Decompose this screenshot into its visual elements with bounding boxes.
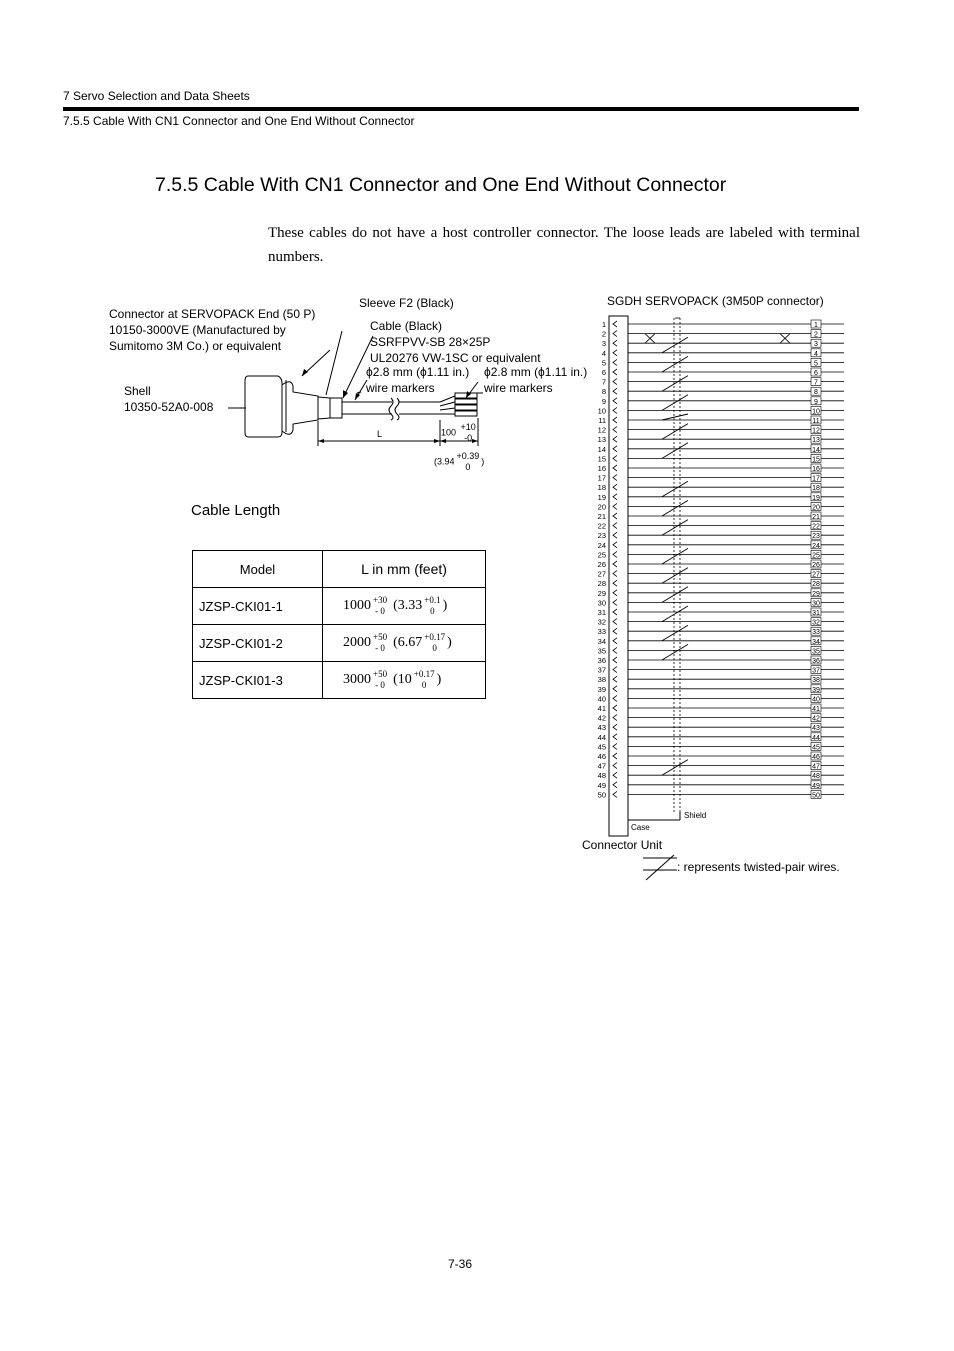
twisted-pair-symbol bbox=[662, 424, 688, 440]
cable-label-line: SSRFPVV-SB 28×25P bbox=[370, 335, 491, 349]
pin-number: 27 bbox=[597, 569, 606, 579]
wire-marker-number: 45 bbox=[812, 744, 820, 752]
pin-contact bbox=[613, 532, 617, 538]
connector-label-line: Sumitomo 3M Co.) or equivalent bbox=[109, 339, 282, 353]
twisted-pair-symbol bbox=[662, 414, 688, 420]
pin-contact bbox=[613, 580, 617, 586]
wire-marker-number: 5 bbox=[814, 360, 818, 368]
model-value: JZSP-CKI01-3 bbox=[199, 672, 283, 688]
pin-contact bbox=[613, 619, 617, 625]
pin-contact bbox=[613, 427, 617, 433]
cable-label-line: UL20276 VW-1SC or equivalent bbox=[370, 351, 541, 365]
wire-marker-number: 49 bbox=[812, 782, 820, 790]
shell-label-line: Shell bbox=[124, 384, 151, 398]
pin-number: 34 bbox=[597, 636, 606, 646]
pin-contact bbox=[613, 379, 617, 385]
twisted-pair-symbol bbox=[662, 376, 688, 392]
pin-number: 31 bbox=[597, 608, 606, 617]
length-close: ) bbox=[442, 598, 448, 614]
pin-contact bbox=[613, 590, 617, 596]
wire-marker-number: 6 bbox=[814, 370, 818, 377]
case-label: Case bbox=[631, 823, 650, 832]
wire-marker-number: 44 bbox=[812, 734, 820, 742]
wire-marker-number: 29 bbox=[812, 590, 820, 598]
wire-marker-number: 40 bbox=[812, 696, 820, 704]
pin-number: 17 bbox=[597, 473, 606, 483]
wire-marker-number: 7 bbox=[814, 379, 818, 387]
pin-contact bbox=[613, 331, 617, 337]
pin-contact bbox=[613, 667, 617, 673]
wire-marker-number: 10 bbox=[812, 408, 820, 416]
pin-number: 50 bbox=[597, 790, 606, 800]
shell-label-line: 10350-52A0-008 bbox=[124, 400, 214, 414]
wire-marker-number: 11 bbox=[812, 418, 820, 425]
pin-number: 22 bbox=[597, 521, 606, 531]
length-close: ) bbox=[447, 635, 452, 651]
dimension-tol-upper: +0.39 bbox=[456, 451, 480, 461]
wire-marker-number: 22 bbox=[812, 523, 820, 531]
ft-tolerance: +0.1 0 bbox=[424, 595, 441, 616]
ft-tolerance: +0.17 0 bbox=[424, 632, 446, 653]
wire-marker-number: 46 bbox=[812, 754, 820, 761]
mm-tolerance: +50 - 0 bbox=[373, 632, 388, 653]
connector-unit-body bbox=[609, 316, 628, 836]
pin-number: 18 bbox=[597, 483, 606, 493]
pin-number: 36 bbox=[597, 656, 606, 665]
column-header-model: Model bbox=[193, 551, 323, 588]
dimension-close-paren: ) bbox=[481, 456, 485, 467]
pin-contact bbox=[613, 321, 617, 327]
pin-number: 46 bbox=[597, 752, 606, 761]
pin-contact bbox=[613, 647, 617, 653]
wire-marker-number: 38 bbox=[812, 677, 820, 685]
pin-number: 29 bbox=[597, 588, 606, 598]
wire-marker-number: 47 bbox=[812, 763, 820, 771]
wire-marker-number: 1 bbox=[814, 322, 818, 329]
pin-number: 9 bbox=[601, 396, 606, 406]
pin-number: 38 bbox=[597, 675, 606, 685]
wire-marker-number: 24 bbox=[812, 542, 820, 550]
twisted-pair-symbol bbox=[662, 625, 688, 641]
pin-contact bbox=[613, 359, 617, 365]
pin-number: 1 bbox=[601, 320, 606, 329]
pin-contact bbox=[613, 523, 617, 529]
pin-number: 8 bbox=[601, 387, 606, 397]
wire-marker-number: 2 bbox=[814, 331, 818, 339]
sleeve-label: Sleeve F2 (Black) bbox=[359, 296, 454, 310]
twisted-pair-symbol bbox=[662, 760, 688, 776]
pin-contact bbox=[613, 772, 617, 778]
pin-contact bbox=[613, 609, 617, 615]
connector-label-line: 10150-3000VE (Manufactured by bbox=[109, 323, 286, 337]
pin-number: 48 bbox=[597, 771, 606, 781]
pin-contact bbox=[613, 340, 617, 346]
connector-label-line: Connector at SERVOPACK End (50 P) bbox=[109, 307, 316, 321]
cable-length-heading: Cable Length bbox=[191, 502, 281, 519]
wire-marker-number: 18 bbox=[812, 485, 820, 493]
wire-marker-number: 21 bbox=[812, 514, 820, 521]
wire-marker-number: 48 bbox=[812, 773, 820, 781]
wire-marker-number: 30 bbox=[812, 600, 820, 608]
pin-number: 13 bbox=[597, 435, 606, 445]
pin-number: 49 bbox=[597, 780, 606, 790]
pin-contact bbox=[613, 705, 617, 711]
pin-number: 15 bbox=[597, 454, 606, 464]
wire-marker-number: 3 bbox=[814, 341, 818, 349]
twisted-pair-legend: : represents twisted-pair wires. bbox=[677, 860, 840, 874]
pin-number: 25 bbox=[597, 550, 606, 560]
pin-number: 14 bbox=[597, 444, 606, 454]
pin-contact bbox=[613, 686, 617, 692]
pin-number: 41 bbox=[597, 704, 606, 713]
pin-number: 37 bbox=[597, 665, 606, 675]
pin-contact bbox=[613, 484, 617, 490]
pin-number: 43 bbox=[597, 723, 606, 733]
dimension-l: L bbox=[377, 429, 383, 439]
pin-contact bbox=[613, 475, 617, 481]
wire-marker-number: 17 bbox=[812, 475, 820, 483]
pin-number: 35 bbox=[597, 646, 606, 656]
wire-marker-line: ϕ2.8 mm (ϕ1.11 in.) bbox=[366, 365, 470, 379]
wire-marker-number: 50 bbox=[812, 792, 820, 800]
wire-crossing bbox=[645, 334, 655, 344]
wire-marker-number: 43 bbox=[812, 725, 820, 733]
pin-number: 19 bbox=[597, 492, 606, 502]
wire-marker-number: 34 bbox=[812, 638, 820, 646]
length-mm: 2000 bbox=[343, 635, 371, 651]
wire-marker-number: 33 bbox=[812, 629, 820, 637]
twisted-pair-symbol bbox=[662, 443, 688, 459]
pin-contact bbox=[613, 599, 617, 605]
length-ft: (10 bbox=[393, 672, 412, 688]
pin-number: 45 bbox=[597, 742, 606, 752]
pin-contact bbox=[613, 715, 617, 721]
pin-number: 10 bbox=[597, 406, 606, 416]
wire-marker-number: 12 bbox=[812, 427, 820, 435]
wire-marker-number: 26 bbox=[812, 562, 820, 569]
wire-marker-number: 25 bbox=[812, 552, 820, 560]
wire-marker-number: 41 bbox=[812, 706, 820, 713]
pin-contact bbox=[613, 513, 617, 519]
twisted-pair-legend-icon bbox=[646, 855, 674, 880]
pin-number: 11 bbox=[598, 416, 606, 425]
mm-tolerance: +50 - 0 bbox=[373, 669, 388, 690]
wire-marker-line: ϕ2.8 mm (ϕ1.11 in.) bbox=[484, 365, 588, 379]
length-close: ) bbox=[436, 672, 442, 688]
pin-number: 47 bbox=[597, 761, 606, 771]
cable-label-line: Cable (Black) bbox=[370, 319, 443, 333]
wire-marker-number: 8 bbox=[814, 389, 818, 397]
twisted-pair-symbol bbox=[662, 500, 688, 516]
wire-crossing bbox=[780, 334, 790, 344]
pin-number: 20 bbox=[597, 502, 606, 512]
pin-contact bbox=[613, 542, 617, 548]
model-value: JZSP-CKI01-1 bbox=[199, 598, 283, 614]
wire-marker-number: 9 bbox=[814, 398, 818, 406]
pin-contact bbox=[613, 763, 617, 769]
wire-marker-number: 35 bbox=[812, 648, 820, 656]
pin-number: 16 bbox=[597, 464, 606, 473]
section-title: 7.5.5 Cable With CN1 Connector and One End Without Connector bbox=[155, 174, 727, 196]
twisted-pair-symbol bbox=[662, 395, 688, 411]
wire-marker-number: 37 bbox=[812, 667, 820, 675]
pin-number: 5 bbox=[601, 358, 606, 368]
twisted-pair-symbol bbox=[662, 587, 688, 603]
page-number: 7-36 bbox=[448, 1257, 473, 1271]
pin-contact bbox=[613, 753, 617, 759]
pin-contact bbox=[613, 743, 617, 749]
pin-contact bbox=[613, 388, 617, 394]
wire-marker-number: 39 bbox=[812, 686, 820, 694]
wire-marker-number: 15 bbox=[812, 456, 820, 464]
wire-marker-number: 16 bbox=[812, 466, 820, 473]
pin-contact bbox=[613, 369, 617, 375]
length-ft: (3.33 bbox=[393, 598, 423, 614]
pin-number: 4 bbox=[601, 348, 606, 358]
wire-marker-number: 42 bbox=[812, 715, 820, 723]
dimension-tol-upper: +10 bbox=[460, 422, 476, 432]
pin-number: 2 bbox=[601, 329, 606, 339]
wire-marker-number: 14 bbox=[812, 446, 820, 454]
pin-contact bbox=[613, 503, 617, 509]
wire-marker-number: 27 bbox=[812, 571, 820, 579]
twisted-pair-symbol bbox=[662, 520, 688, 536]
running-header-section: 7.5.5 Cable With CN1 Connector and One End Without Connector bbox=[63, 114, 415, 128]
wire-marker-number: 32 bbox=[812, 619, 820, 627]
pin-number: 24 bbox=[597, 540, 606, 550]
wire-marker-number: 36 bbox=[812, 658, 820, 665]
wire-marker-number: 4 bbox=[814, 350, 818, 358]
column-header-length: L in mm (feet) bbox=[323, 551, 486, 588]
wire-marker-number: 23 bbox=[812, 533, 820, 541]
pin-contact bbox=[613, 628, 617, 634]
wire-marker-number: 31 bbox=[812, 610, 820, 617]
pin-contact bbox=[613, 734, 617, 740]
pin-number: 40 bbox=[597, 694, 606, 704]
twisted-pair-symbol bbox=[662, 568, 688, 584]
pin-number: 21 bbox=[597, 512, 606, 521]
pin-contact bbox=[613, 638, 617, 644]
pin-contact bbox=[613, 407, 617, 413]
pin-contact bbox=[613, 551, 617, 557]
wire-marker-line: wire markers bbox=[484, 381, 553, 395]
pin-number: 26 bbox=[597, 560, 606, 569]
dimension-value: 100 bbox=[441, 427, 457, 438]
twisted-pair-symbol bbox=[662, 606, 688, 622]
pin-contact bbox=[613, 417, 617, 423]
pin-contact bbox=[613, 561, 617, 567]
ft-tolerance: +0.17 0 bbox=[413, 669, 435, 690]
pin-number: 30 bbox=[597, 598, 606, 608]
wire-marker-number: 20 bbox=[812, 504, 820, 512]
pin-contact bbox=[613, 782, 617, 788]
pin-contact bbox=[613, 676, 617, 682]
pin-contact bbox=[613, 398, 617, 404]
wiring-title: SGDH SERVOPACK (3M50P connector) bbox=[607, 294, 824, 308]
running-header-chapter: 7 Servo Selection and Data Sheets bbox=[63, 89, 250, 103]
shield-label: Shield bbox=[684, 811, 707, 820]
dimension-value: (3.94 bbox=[434, 456, 455, 467]
wire-marker-number: 28 bbox=[812, 581, 820, 589]
pin-contact bbox=[613, 455, 617, 461]
pin-contact bbox=[613, 571, 617, 577]
wire-marker-number: 19 bbox=[812, 494, 820, 502]
mm-tolerance: +30 - 0 bbox=[373, 595, 388, 616]
length-ft: (6.67 bbox=[393, 635, 423, 651]
pin-number: 44 bbox=[597, 732, 606, 742]
pin-contact bbox=[613, 791, 617, 797]
twisted-pair-symbol bbox=[662, 337, 688, 353]
intro-paragraph: These cables do not have a host controller connector. The loose leads are labeled with terminal numbers. bbox=[268, 225, 860, 265]
pin-number: 32 bbox=[597, 617, 606, 627]
length-mm: 1000 bbox=[343, 598, 371, 614]
twisted-pair-symbol bbox=[662, 644, 688, 660]
pin-contact bbox=[613, 695, 617, 701]
pin-number: 12 bbox=[597, 425, 606, 435]
pin-contact bbox=[613, 446, 617, 452]
pin-number: 23 bbox=[597, 531, 606, 541]
wire-marker-number: 13 bbox=[812, 437, 820, 445]
connector-unit-label: Connector Unit bbox=[582, 838, 663, 852]
twisted-pair-symbol bbox=[662, 481, 688, 497]
pin-number: 7 bbox=[601, 377, 606, 387]
pin-number: 3 bbox=[601, 339, 606, 349]
twisted-pair-symbol bbox=[662, 548, 688, 564]
pin-contact bbox=[613, 436, 617, 442]
length-mm: 3000 bbox=[343, 672, 371, 688]
model-value: JZSP-CKI01-2 bbox=[199, 635, 283, 651]
pin-number: 33 bbox=[597, 627, 606, 637]
pin-number: 28 bbox=[597, 579, 606, 589]
pin-number: 39 bbox=[597, 684, 606, 694]
dimension-tol-lower: -0 bbox=[464, 433, 473, 443]
pin-contact bbox=[613, 494, 617, 500]
pin-number: 6 bbox=[601, 368, 606, 377]
dimension-tol-lower: 0 bbox=[465, 462, 471, 472]
twisted-pair-symbol bbox=[662, 356, 688, 372]
pin-contact bbox=[613, 350, 617, 356]
pin-number: 42 bbox=[597, 713, 606, 723]
wire-marker-line: wire markers bbox=[366, 381, 435, 395]
pin-contact bbox=[613, 724, 617, 730]
pin-contact bbox=[613, 657, 617, 663]
pin-contact bbox=[613, 465, 617, 471]
